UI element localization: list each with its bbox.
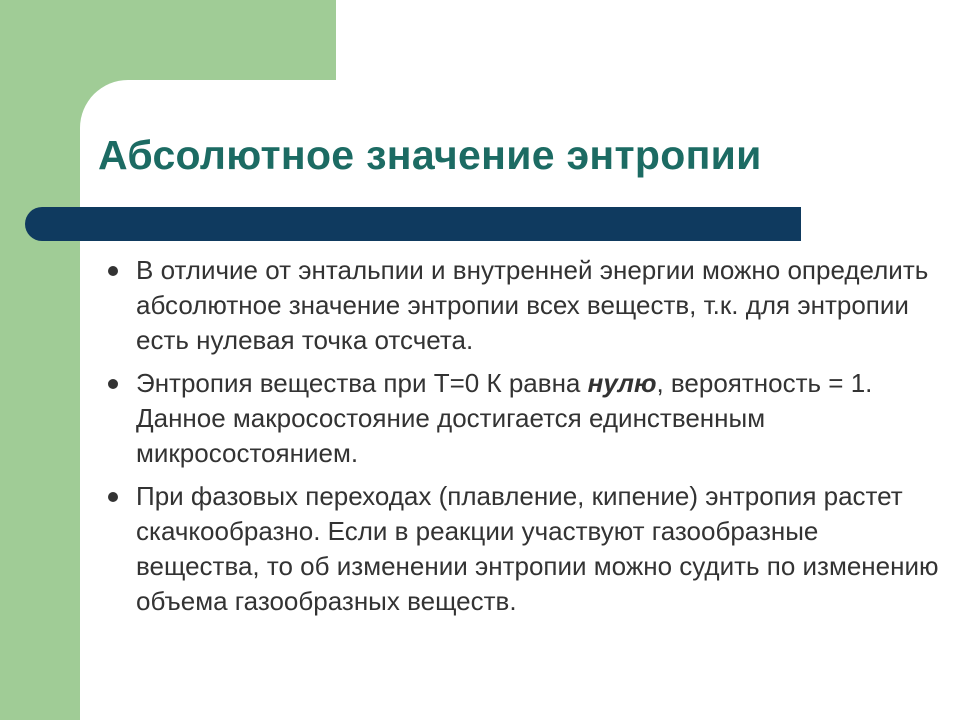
- bullet-text-2: [136, 368, 872, 468]
- bullet-dot-icon: [108, 266, 118, 276]
- bullet-text-3: При фазовых переходах (плавление, кипение) энтропия растет скачкообразно. Если в реакции участвуют газообразные вещества, то об изменении энтропии можно судить по изменению объема газообразных веществ.: [136, 481, 939, 616]
- bullet-text-2-emphasis: нулю: [587, 368, 657, 398]
- slide-title: Абсолютное значение энтропии: [98, 132, 762, 178]
- bullet-item-2: [108, 366, 948, 471]
- bullet-text-2-after: , вероятность = 1. Данное макросостояние достигается единственным микросостоянием.: [136, 368, 873, 468]
- bullet-dot-icon: [108, 492, 118, 502]
- bullet-item-1: [108, 253, 948, 358]
- bullet-text-2-before: Энтропия вещества при Т=0 К равна: [136, 368, 588, 398]
- bullet-text-1: В отличие от энтальпии и внутренней энергии можно определить абсолютное значение энтропии всех веществ, т.к. для энтропии есть нулевая точка отсчета.: [136, 255, 929, 355]
- title-underline-bar: [25, 207, 801, 241]
- bullet-dot-icon: [108, 379, 118, 389]
- bullet-item-3: [108, 479, 948, 619]
- bullet-list: [108, 253, 948, 627]
